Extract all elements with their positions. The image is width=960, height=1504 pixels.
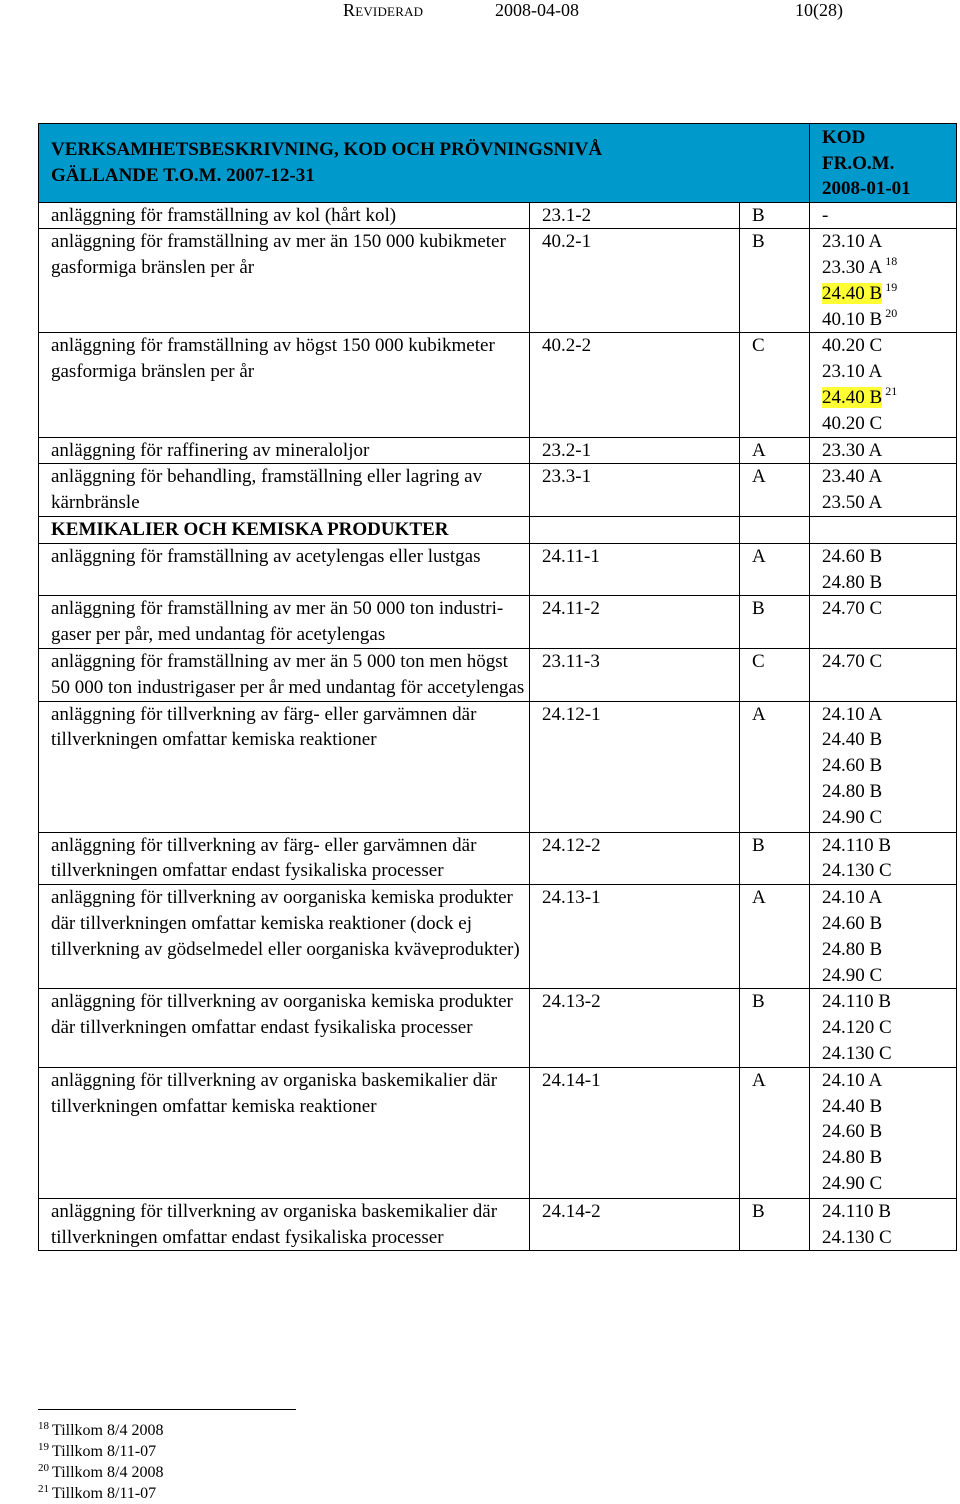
section-heading: KEMIKALIER OCH KEMISKA PRODUKTER (39, 517, 530, 544)
new-code: 24.90 C (822, 1173, 883, 1194)
new-code: 23.30 A (822, 257, 883, 279)
level: B (740, 1198, 810, 1251)
revised-label: Reviderad (343, 0, 424, 20)
old-code: 23.11-3 (530, 649, 740, 702)
new-code: 24.70 C (822, 651, 883, 673)
new-code: 23.10 A (822, 231, 883, 253)
footnote-number: 20 (38, 1462, 49, 1474)
table-row (39, 649, 957, 702)
new-code: 24.130 C (822, 1043, 892, 1065)
new-codes (810, 596, 957, 649)
kod-line-3: 2008-01-01 (822, 178, 911, 199)
new-code: 24.40 B (822, 729, 883, 751)
footnote (38, 1483, 163, 1504)
kod-line-2: FR.O.M. (822, 152, 895, 174)
new-code: 40.10 B (822, 308, 883, 330)
new-code: 24.130 C (822, 860, 892, 882)
old-code: 24.13-1 (530, 885, 740, 989)
old-code: 23.3-1 (530, 464, 740, 517)
table-row (39, 229, 957, 333)
page-header (0, 0, 960, 26)
activity-description: anläggning för tillverkning av oorganiska kemiska produkter där tillverkningen omfattar kemiska reaktioner (dock ej tillverkning av gödselmedel eller oorganiska kväveprodukter) (39, 885, 530, 989)
heading-line-1: VERKSAMHETSBESKRIVNING, KOD OCH PRÖVNINGSNIVÅ (51, 138, 603, 160)
old-code (530, 517, 740, 544)
new-code: 24.10 A (822, 887, 883, 909)
new-code: 24.130 C (822, 1226, 892, 1248)
new-code: 24.120 C (822, 1017, 892, 1039)
footnote-text: Tillkom 8/11-07 (52, 1443, 157, 1460)
new-code: 24.80 B (822, 1147, 883, 1169)
activity-description: anläggning för tillverkning av organiska baskemikalier där tillverkningen omfattar endast fysikaliska processer (39, 1198, 530, 1251)
new-codes (810, 464, 957, 517)
new-code: 24.110 B (822, 1200, 891, 1222)
new-code: 23.30 A (822, 439, 883, 461)
activity-description: anläggning för raffinering av mineraloljor (39, 437, 530, 464)
footnote-separator (38, 1409, 296, 1410)
kod-line-1: KOD (822, 127, 866, 148)
footnote-number: 21 (38, 1483, 49, 1495)
new-code: 24.60 B (822, 1121, 883, 1143)
table-row (39, 464, 957, 517)
table-row (39, 1067, 957, 1198)
table-header-row (39, 124, 957, 203)
old-code: 40.2-2 (530, 333, 740, 437)
revision-date: 2008-04-08 (495, 0, 579, 20)
new-codes (810, 649, 957, 702)
new-code: 24.60 B (822, 545, 883, 567)
new-code: 24.80 B (822, 571, 883, 593)
new-code: 24.110 B (822, 991, 891, 1013)
new-code: 24.80 B (822, 938, 883, 960)
new-codes (810, 202, 957, 229)
activity-description: anläggning för framställning av högst 150 000 kubikmeter gasformiga bränslen per år (39, 333, 530, 437)
new-code: 40.20 C (822, 335, 883, 357)
new-codes (810, 1198, 957, 1251)
table-row (39, 437, 957, 464)
level: A (740, 701, 810, 832)
footnote-ref[interactable]: 18 (885, 254, 898, 269)
new-codes (810, 333, 957, 437)
old-code: 24.12-2 (530, 832, 740, 885)
page-number: 10(28) (795, 0, 843, 20)
new-code: 24.60 B (822, 913, 883, 935)
level: B (740, 202, 810, 229)
activity-description: anläggning för tillverkning av oorganiska kemiska produkter där tillverkningen omfattar endast fysikaliska processer (39, 989, 530, 1067)
table-row (39, 885, 957, 989)
activity-code-table (38, 123, 957, 1251)
activity-description: anläggning för tillverkning av färg- eller garvämnen där tillverkningen omfattar kemiska reaktioner (39, 701, 530, 832)
new-codes (810, 543, 957, 596)
new-code-highlighted: 24.40 B (822, 387, 883, 409)
activity-description: anläggning för framställning av mer än 50 000 ton industri- gaser per pår, med undantag för acetylengas (39, 596, 530, 649)
level: B (740, 229, 810, 333)
new-code: 40.20 C (822, 412, 883, 434)
activity-description: anläggning för framställning av mer än 5 000 ton men högst 50 000 ton industrigaser per år med undantag för accetylengas (39, 649, 530, 702)
new-code: 24.90 C (822, 806, 883, 828)
level: A (740, 1067, 810, 1198)
new-code: 24.70 C (822, 598, 883, 620)
table-row (39, 596, 957, 649)
activity-description: anläggning för framställning av acetylengas eller lustgas (39, 543, 530, 596)
table-row (39, 543, 957, 596)
new-codes (810, 989, 957, 1067)
table-row (39, 989, 957, 1067)
new-code: - (822, 204, 829, 226)
new-codes (810, 517, 957, 544)
old-code: 24.13-2 (530, 989, 740, 1067)
level: B (740, 832, 810, 885)
footnote-text: Tillkom 8/11-07 (52, 1485, 157, 1502)
heading-line-2: GÄLLANDE T.O.M. 2007-12-31 (51, 164, 315, 186)
new-code: 24.10 A (822, 1069, 883, 1091)
old-code: 23.2-1 (530, 437, 740, 464)
old-code: 24.11-1 (530, 543, 740, 596)
old-code: 24.14-1 (530, 1067, 740, 1198)
old-code: 23.1-2 (530, 202, 740, 229)
new-codes (810, 1067, 957, 1198)
activity-description: anläggning för tillverkning av organiska baskemikalier där tillverkningen omfattar kemiska reaktioner (39, 1067, 530, 1198)
activity-description: anläggning för tillverkning av färg- eller garvämnen där tillverkningen omfattar endast fysikaliska processer (39, 832, 530, 885)
footnote-text: Tillkom 8/4 2008 (52, 1464, 164, 1481)
level: C (740, 649, 810, 702)
new-code: 23.40 A (822, 466, 883, 488)
table-row (39, 333, 957, 437)
new-code-highlighted: 24.40 B (822, 282, 883, 304)
new-codes (810, 885, 957, 989)
new-codes (810, 437, 957, 464)
level: A (740, 464, 810, 517)
new-code: 24.80 B (822, 781, 883, 803)
new-codes (810, 701, 957, 832)
section-row (39, 517, 957, 544)
footnote (38, 1420, 163, 1441)
level: A (740, 437, 810, 464)
new-code: 24.40 B (822, 1095, 883, 1117)
level: C (740, 333, 810, 437)
footnote-ref[interactable]: 21 (885, 384, 898, 399)
new-code: 24.60 B (822, 755, 883, 777)
new-code: 23.50 A (822, 492, 883, 514)
activity-description: anläggning för framställning av mer än 150 000 kubikmeter gasformiga bränslen per år (39, 229, 530, 333)
level: A (740, 543, 810, 596)
footnote (38, 1441, 163, 1462)
level (740, 517, 810, 544)
new-code: 24.90 C (822, 964, 883, 986)
activity-description: anläggning för behandling, framställning eller lagring av kärnbränsle (39, 464, 530, 517)
level: A (740, 885, 810, 989)
table-heading (39, 124, 810, 203)
footnote-text: Tillkom 8/4 2008 (52, 1422, 164, 1439)
old-code: 24.11-2 (530, 596, 740, 649)
footnote (38, 1462, 163, 1483)
old-code: 24.12-1 (530, 701, 740, 832)
footnote-ref[interactable]: 19 (885, 279, 898, 294)
footnote-ref[interactable]: 20 (885, 305, 898, 320)
new-code: 23.10 A (822, 361, 883, 383)
new-code: 24.110 B (822, 834, 891, 856)
footnote-number: 18 (38, 1420, 49, 1432)
footnotes (38, 1420, 163, 1504)
level: B (740, 989, 810, 1067)
new-codes (810, 832, 957, 885)
level: B (740, 596, 810, 649)
table-row (39, 701, 957, 832)
kod-heading (810, 124, 957, 203)
table-row (39, 832, 957, 885)
old-code: 24.14-2 (530, 1198, 740, 1251)
footnote-number: 19 (38, 1441, 49, 1453)
new-code: 24.10 A (822, 703, 883, 725)
activity-description: anläggning för framställning av kol (hårt kol) (39, 202, 530, 229)
new-codes (810, 229, 957, 333)
old-code: 40.2-1 (530, 229, 740, 333)
table-row (39, 202, 957, 229)
table-row (39, 1198, 957, 1251)
